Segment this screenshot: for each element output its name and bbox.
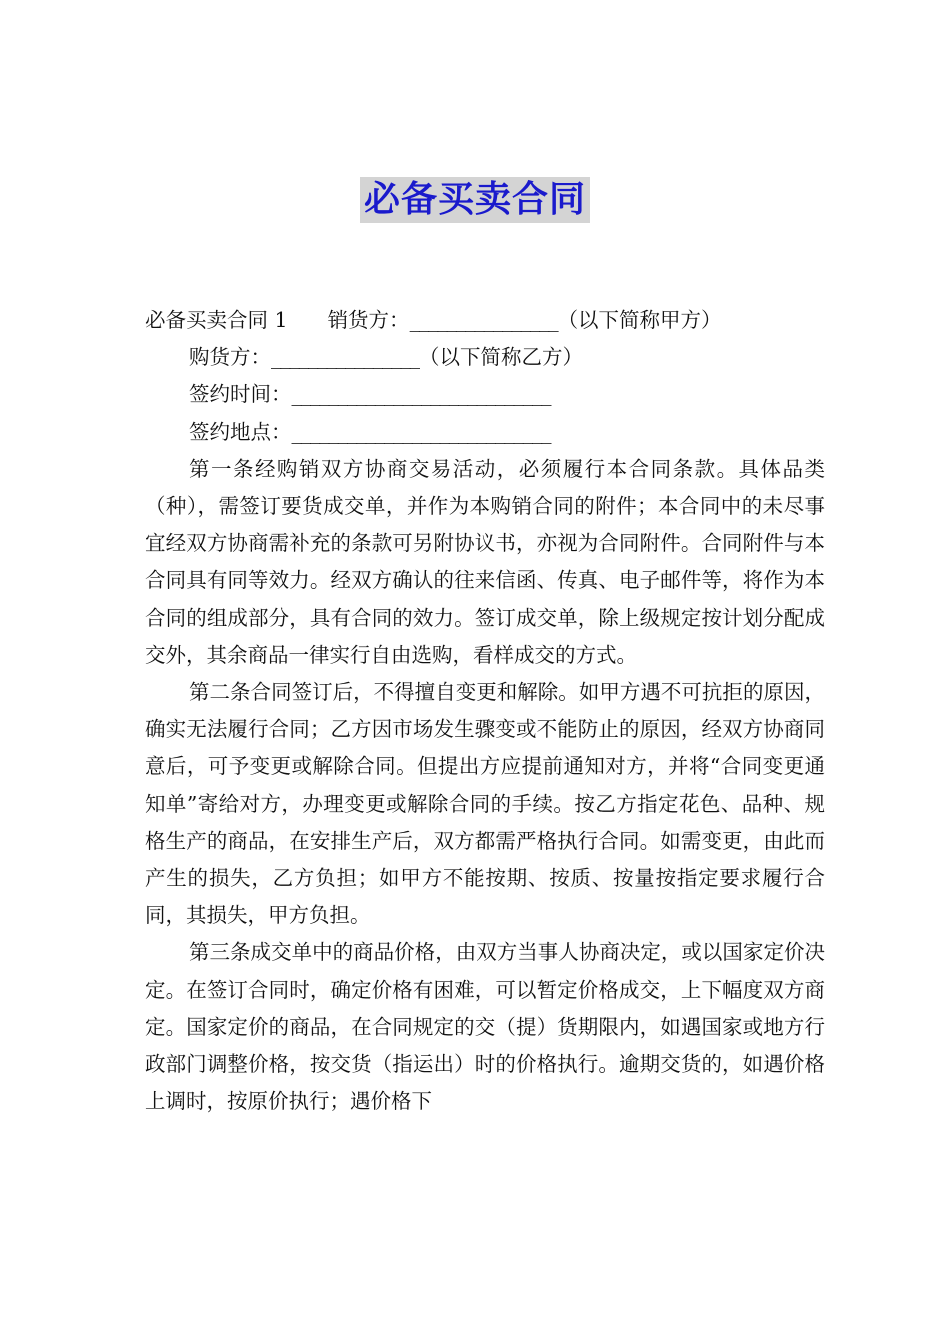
article-3-paragraph: 第三条成交单中的商品价格，由双方当事人协商决定，或以国家定价决定。在签订合同时，确定价格有困难，可以暂定价格成交，上下幅度双方商定。国家定价的商品，在合同规定的交（提）货期限内，如遇国家或地方行政部门调整价格，按交货（指运出）时的价格执行。逾期交货的，如遇价格上调时，按原价执行；遇价格下 (145, 940, 825, 1114)
buyer-line (145, 339, 825, 376)
buyer-note: （以下简称乙方） (419, 345, 583, 370)
sign-time-blank: ____________________________ (291, 382, 551, 407)
buyer-blank: ________________ (271, 345, 419, 370)
seller-note: （以下简称甲方） (557, 308, 722, 332)
sign-time-label: 签约时间： (189, 382, 292, 407)
article-2-paragraph: 第二条合同签订后，不得擅自变更和解除。如甲方遇不可抗拒的原因，确实无法履行合同；乙方因市场发生骤变或不能防止的原因，经双方协商同意后，可予变更或解除合同。但提出方应提前通知对方，并将“合同变更通知单”寄给对方，办理变更或解除合同的手续。按乙方指定花色、品种、规格生产的商品，在安排生产后，双方都需严格执行合同。如需变更，由此而产生的损失，乙方负担；如甲方不能按期、按质、按量按指定要求履行合同，其损失，甲方负担。 (145, 680, 825, 928)
buyer-label: 购货方： (189, 345, 271, 370)
document-body (145, 302, 825, 1120)
sign-place-line (145, 414, 825, 451)
seller-blank: ________________ (409, 308, 558, 332)
title-container (0, 177, 950, 223)
sign-time-line (145, 376, 825, 413)
sign-place-label: 签约地点： (189, 419, 292, 444)
document-title: 必备买卖合同 (360, 177, 590, 223)
seller-line (145, 302, 825, 339)
sign-place-blank: ____________________________ (291, 419, 551, 444)
contract-number-label: 必备买卖合同 1 (145, 308, 288, 332)
seller-label: 销货方： (327, 308, 410, 332)
article-1-paragraph: 第一条经购销双方协商交易活动，必须履行本合同条款。具体品类（种），需签订要货成交单，并作为本购销合同的附件；本合同中的未尽事宜经双方协商需补充的条款可另附协议书，亦视为合同附件。合同附件与本合同具有同等效力。经双方确认的往来信函、传真、电子邮件等，将作为本合同的组成部分，具有合同的效力。签订成交单，除上级规定按计划分配成交外，其余商品一律实行自由选购，看样成交的方式。 (145, 456, 825, 667)
